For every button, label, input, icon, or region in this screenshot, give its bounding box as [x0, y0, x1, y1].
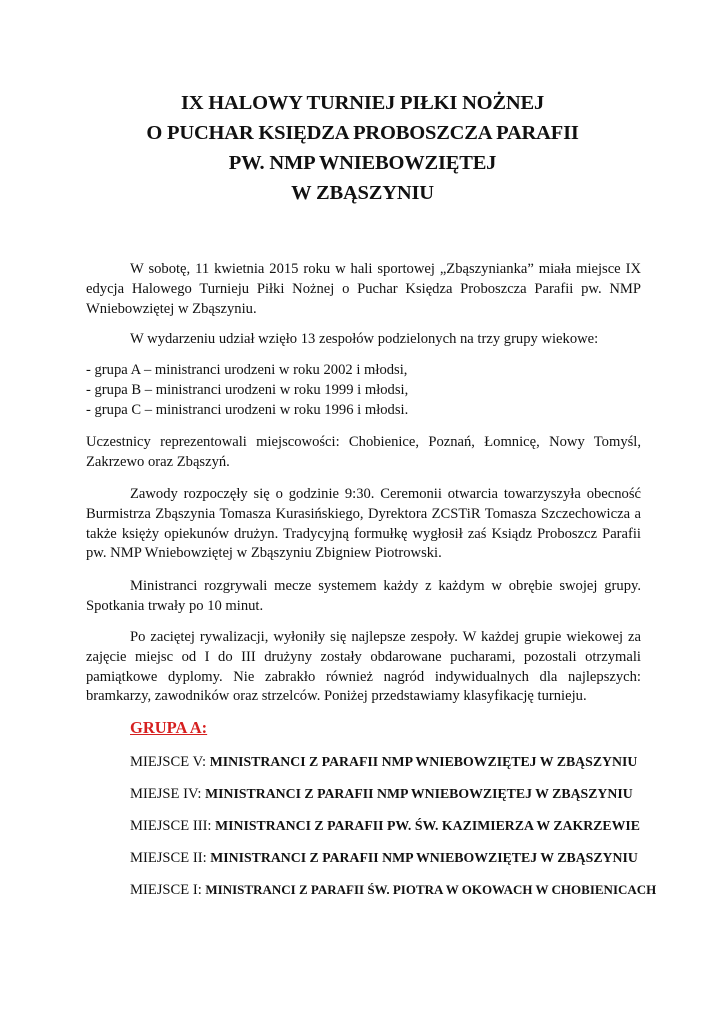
paragraph-1: W sobotę, 11 kwietnia 2015 roku w hali sportowej „Zbąszynianka” miała miejsce IX edycja Halowego Turnieju Piłki Nożnej o Puchar Księdza Proboszcza Parafii pw. NMP Wniebowziętej w Zbąszyniu.	[86, 261, 641, 317]
paragraph-localities	[86, 433, 641, 473]
rank-row	[130, 786, 633, 803]
title-line-1: IX HALOWY TURNIEJ PIŁKI NOŻNEJ	[180, 92, 545, 114]
rank-place: MIEJSCE III:	[130, 818, 216, 834]
title-line-3: PW. NMP WNIEBOWZIĘTEJ	[228, 152, 497, 174]
rank-team: MINISTRANCI Z PARAFII NMP WNIEBOWZIĘTEJ W ZBĄSZYNIU	[209, 754, 638, 769]
age-group-list	[86, 361, 641, 420]
rank-team: MINISTRANCI Z PARAFII NMP WNIEBOWZIĘTEJ W ZBĄSZYNIU	[205, 786, 633, 801]
title-line-4: W ZBĄSZYNIU	[291, 182, 434, 204]
rank-place: MIEJSE IV:	[130, 786, 206, 802]
paragraph-system	[86, 577, 641, 617]
rank-place: MIEJSCE V:	[130, 754, 210, 770]
list-item: - grupa C – ministranci urodzeni w roku 1996 i młodsi.	[86, 401, 409, 418]
title-line-2: O PUCHAR KSIĘDZA PROBOSZCZA PARAFII	[146, 122, 579, 144]
rank-team: MINISTRANCI Z PARAFII PW. ŚW. KAZIMIERZA W ZAKRZEWIE	[215, 818, 640, 833]
group-a-heading: GRUPA A:	[130, 718, 208, 737]
rank-place: MIEJSCE I:	[130, 882, 206, 898]
rank-team: MINISTRANCI Z PARAFII NMP WNIEBOWZIĘTEJ W ZBĄSZYNIU	[210, 850, 638, 865]
paragraph-intro	[86, 260, 641, 319]
document-title	[60, 88, 665, 208]
rank-row	[130, 818, 640, 835]
rank-row	[130, 850, 638, 867]
paragraph-6: Po zaciętej rywalizacji, wyłoniły się najlepsze zespoły. W każdej grupie wiekowej za zajęcie miejsc od I do III drużyny zostały obdarowane pucharami, pozostali otrzymali pamiątkowe dyplomy. Nie zabrakło również nagród indywidualnych dla najlepszych: bramkarzy, zawodników oraz strzelców. Poniżej przedstawiamy klasyfikację turnieju.	[86, 629, 641, 705]
paragraph-5: Ministranci rozgrywali mecze systemem każdy z każdym w obrębie swojej grupy. Spotkania trwały po 10 minut.	[86, 578, 641, 614]
list-item: - grupa A – ministranci urodzeni w roku 2002 i młodsi,	[86, 362, 408, 378]
rank-row	[130, 882, 656, 899]
paragraph-teams	[86, 330, 641, 350]
rank-place: MIEJSCE II:	[130, 850, 211, 866]
rank-team: MINISTRANCI Z PARAFII ŚW. PIOTRA W OKOWACH W CHOBIENICACH	[205, 882, 657, 897]
paragraph-opening	[86, 485, 641, 564]
paragraph-2: W wydarzeniu udział wzięło 13 zespołów podzielonych na trzy grupy wiekowe:	[130, 331, 599, 347]
paragraph-4: Zawody rozpoczęły się o godzinie 9:30. Ceremonii otwarcia towarzyszyła obecność Burmistrza Zbąszynia Tomasza Kurasińskiego, Dyrektora ZCSTiR Tomasza Szczechowicza a także księży opiekunów drużyn. Tradycyjną formułkę wygłosił zaś Ksiądz Proboszcz Parafii pw. NMP Wniebowziętej w Zbąszyniu Zbigniew Piotrowski.	[86, 486, 641, 562]
paragraph-3: Uczestnicy reprezentowali miejscowości: Chobienice, Poznań, Łomnicę, Nowy Tomyśl, Zakrzewo oraz Zbąszyń.	[86, 434, 641, 470]
paragraph-results	[86, 628, 641, 707]
rank-row	[130, 754, 637, 771]
list-item: - grupa B – ministranci urodzeni w roku 1999 i młodsi,	[86, 381, 409, 398]
